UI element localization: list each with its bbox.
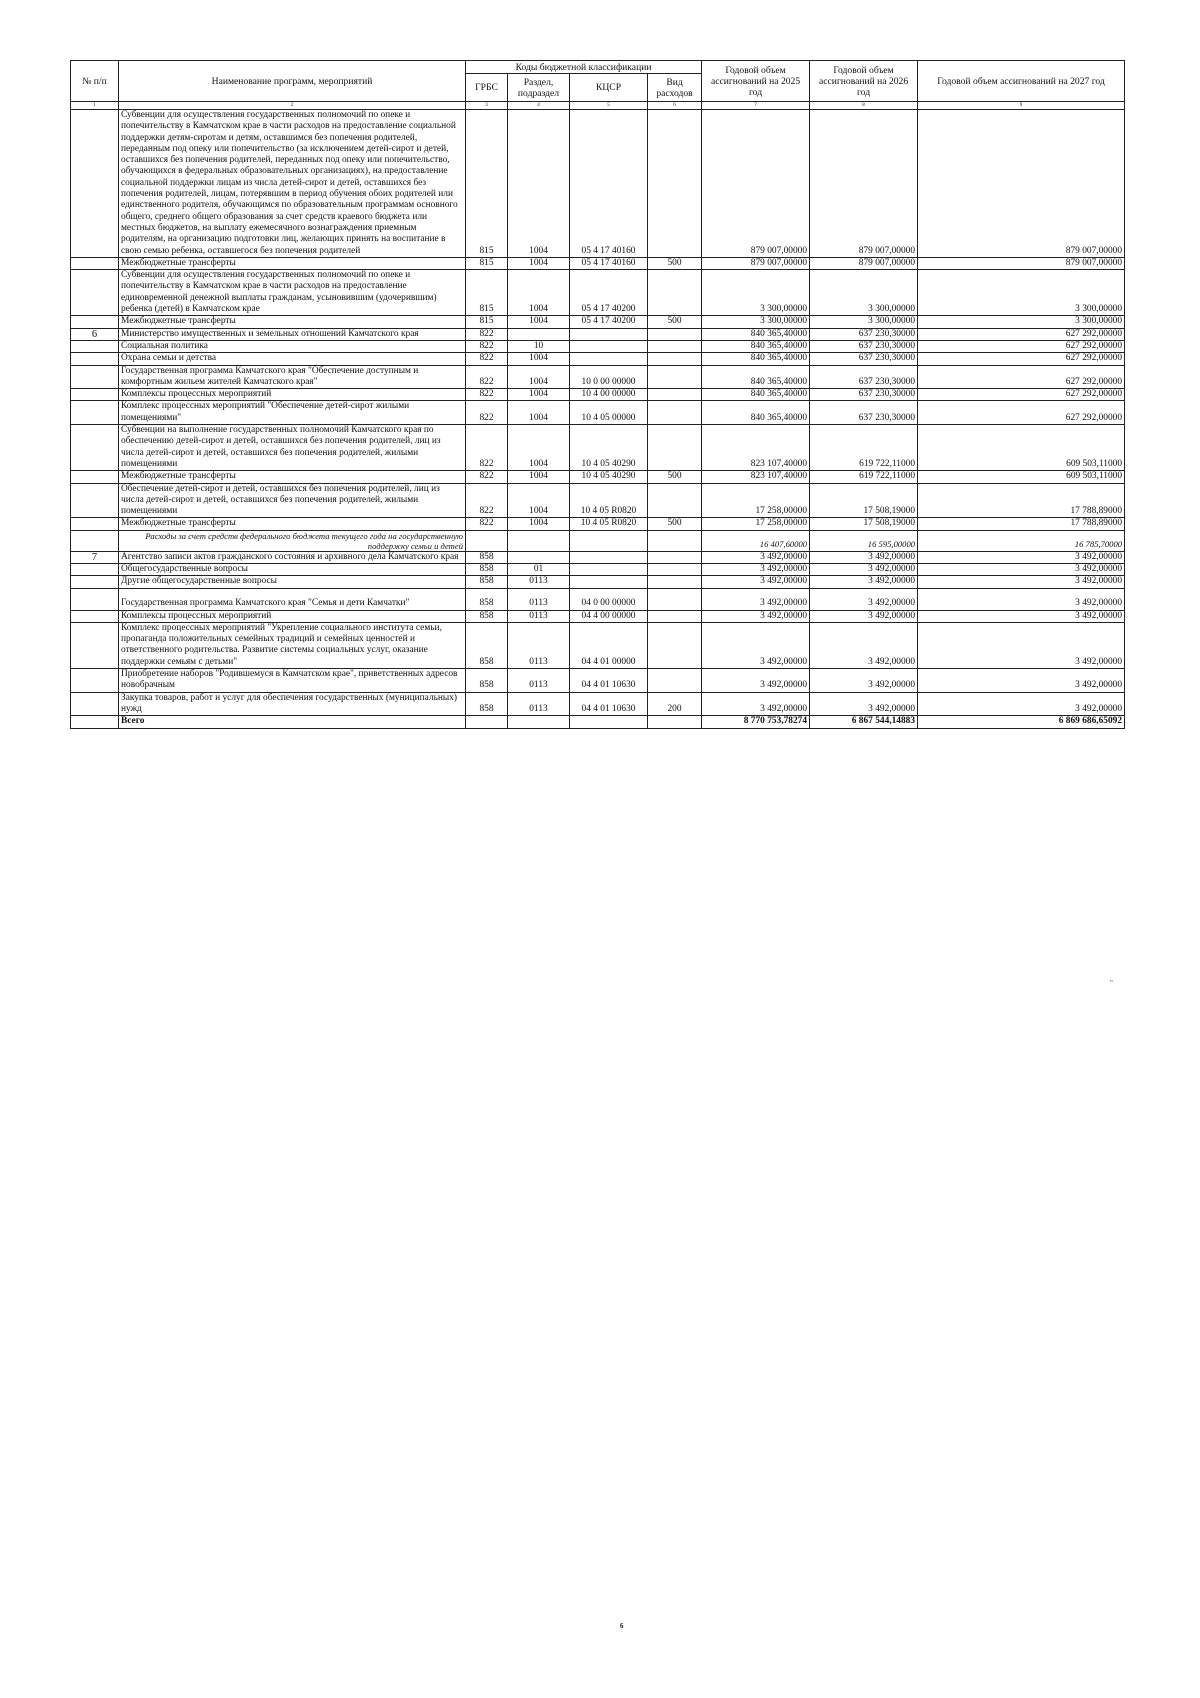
row-amount-2027: 3 492,00000 (918, 588, 1125, 610)
row-amount-2027: 879 007,00000 (918, 110, 1125, 258)
row-vid-rashodov (648, 401, 702, 425)
row-vid-rashodov (648, 622, 702, 668)
column-number: 1 (71, 102, 119, 110)
row-razdel: 1004 (508, 270, 570, 316)
row-amount-2025: 879 007,00000 (702, 257, 810, 269)
table-row (71, 257, 1125, 269)
row-number (71, 270, 119, 316)
table-row (71, 588, 1125, 610)
row-vid-rashodov (648, 340, 702, 352)
row-name: Межбюджетные трансферты (119, 518, 466, 530)
table-row (71, 389, 1125, 401)
row-kcsr: 04 4 01 10630 (570, 669, 648, 693)
row-amount-2025: 840 365,40000 (702, 401, 810, 425)
row-kcsr: 05 4 17 40160 (570, 110, 648, 258)
row-vid-rashodov (648, 551, 702, 563)
row-number (71, 669, 119, 693)
row-grbs: 822 (466, 340, 508, 352)
row-vid-rashodov (648, 716, 702, 728)
row-amount-2025: 3 492,00000 (702, 563, 810, 575)
table-row (71, 518, 1125, 530)
row-name: Комплексы процессных мероприятий (119, 610, 466, 622)
row-grbs: 858 (466, 551, 508, 563)
table-row (71, 353, 1125, 365)
row-kcsr: 10 4 05 00000 (570, 401, 648, 425)
row-vid-rashodov (648, 425, 702, 471)
row-grbs: 858 (466, 692, 508, 716)
row-grbs: 822 (466, 471, 508, 483)
row-amount-2025: 3 492,00000 (702, 576, 810, 588)
row-name: Государственная программа Камчатского края "Семья и дети Камчатки" (119, 588, 466, 610)
row-amount-2027: 627 292,00000 (918, 328, 1125, 340)
row-vid-rashodov (648, 530, 702, 551)
row-number (71, 692, 119, 716)
row-razdel: 01 (508, 563, 570, 575)
table-row (71, 401, 1125, 425)
row-kcsr: 10 0 00 00000 (570, 365, 648, 389)
header-grbs: ГРБС (466, 74, 508, 102)
table-row (71, 483, 1125, 518)
row-amount-2026: 637 230,30000 (810, 401, 918, 425)
row-amount-2025: 840 365,40000 (702, 328, 810, 340)
row-amount-2027: 6 869 686,65092 (918, 716, 1125, 728)
row-name: Приобретение наборов "Родившемуся в Камчатском крае", приветственных адресов новобрачным (119, 669, 466, 693)
row-number: 6 (71, 328, 119, 340)
row-kcsr (570, 353, 648, 365)
row-name: Комплекс процессных мероприятий "Укрепление социального института семьи, пропаганда положительных семейных традиций и семейных ценностей и ответственного родительства. Развитие системы социальных услуг, оказание поддержки семьям с детьми" (119, 622, 466, 668)
row-vid-rashodov (648, 365, 702, 389)
row-name: Межбюджетные трансферты (119, 316, 466, 328)
row-name: Обеспечение детей-сирот и детей, оставшихся без попечения родителей, лиц из числа детей-сирот и детей, оставшихся без попечения родителей, жилыми помещениями (119, 483, 466, 518)
column-number: 3 (466, 102, 508, 110)
row-number (71, 563, 119, 575)
row-name: Субвенции для осуществления государственных полномочий по опеке и попечительству в Камчатском крае в части расходов на предоставление социальной поддержки детям-сиротам и детям, оставшимся без попечения родителей, переданным под опеку или попечительство (за исключением детей-сирот и детей, оставшихся без попечения родителей, переданных под опеку или попечительство, обучающихся в федеральных образовательных организациях), на предоставление социальной поддержки лицам из числа детей-сирот и детей, оставшихся без попечения родителей, лицам, потерявшим в период обучения обоих родителей или единственного родителя, обучающимся по образовательным программам основного общего, среднего общего образования за счет средств краевого бюджета или местных бюджетов, на выплату ежемесячного вознаграждения приемным родителям, на организацию подготовки лиц, желающих принять на воспитание в свою семью ребенка, оставшегося без попечения родителей (119, 110, 466, 258)
row-razdel: 1004 (508, 401, 570, 425)
row-amount-2026: 17 508,19000 (810, 518, 918, 530)
row-amount-2025: 3 492,00000 (702, 610, 810, 622)
row-kcsr: 04 4 00 00000 (570, 610, 648, 622)
row-number: 7 (71, 551, 119, 563)
column-number: 5 (570, 102, 648, 110)
row-amount-2027: 17 788,89000 (918, 483, 1125, 518)
row-number (71, 576, 119, 588)
row-razdel: 1004 (508, 483, 570, 518)
row-amount-2026: 3 492,00000 (810, 551, 918, 563)
row-amount-2027: 627 292,00000 (918, 353, 1125, 365)
row-number (71, 471, 119, 483)
row-name: Закупка товаров, работ и услуг для обеспечения государственных (муниципальных) нужд (119, 692, 466, 716)
header-year-2027: Годовой объем ассигнований на 2027 год (918, 61, 1125, 102)
row-amount-2025: 3 300,00000 (702, 270, 810, 316)
row-amount-2027: 3 492,00000 (918, 576, 1125, 588)
row-amount-2025: 879 007,00000 (702, 110, 810, 258)
row-vid-rashodov (648, 669, 702, 693)
row-vid-rashodov (648, 483, 702, 518)
row-vid-rashodov (648, 563, 702, 575)
row-amount-2027: 609 503,11000 (918, 471, 1125, 483)
row-amount-2027: 3 492,00000 (918, 622, 1125, 668)
row-name: Охрана семьи и детства (119, 353, 466, 365)
row-vid-rashodov: 500 (648, 518, 702, 530)
row-grbs: 822 (466, 425, 508, 471)
row-kcsr (570, 530, 648, 551)
row-vid-rashodov (648, 588, 702, 610)
row-vid-rashodov: 200 (648, 692, 702, 716)
row-number (71, 716, 119, 728)
row-number (71, 257, 119, 269)
row-grbs (466, 716, 508, 728)
row-vid-rashodov: 500 (648, 257, 702, 269)
row-amount-2027: 3 492,00000 (918, 610, 1125, 622)
row-amount-2026: 3 492,00000 (810, 622, 918, 668)
row-grbs: 815 (466, 110, 508, 258)
row-amount-2026: 637 230,30000 (810, 365, 918, 389)
row-vid-rashodov (648, 389, 702, 401)
row-kcsr: 10 4 00 00000 (570, 389, 648, 401)
row-number (71, 316, 119, 328)
row-razdel: 0113 (508, 669, 570, 693)
table-row (71, 365, 1125, 389)
row-amount-2026: 3 492,00000 (810, 669, 918, 693)
row-amount-2025: 3 492,00000 (702, 669, 810, 693)
row-grbs: 822 (466, 518, 508, 530)
row-amount-2027: 3 300,00000 (918, 270, 1125, 316)
row-amount-2025: 3 492,00000 (702, 588, 810, 610)
row-amount-2027: 17 788,89000 (918, 518, 1125, 530)
row-number (71, 365, 119, 389)
row-name: Государственная программа Камчатского края "Обеспечение доступным и комфортным жильем жителей Камчатского края" (119, 365, 466, 389)
row-number (71, 353, 119, 365)
row-kcsr: 10 4 05 40290 (570, 471, 648, 483)
row-amount-2027: 16 785,70000 (918, 530, 1125, 551)
row-razdel: 1004 (508, 365, 570, 389)
row-amount-2027: 3 492,00000 (918, 563, 1125, 575)
column-number: 7 (702, 102, 810, 110)
row-amount-2025: 3 492,00000 (702, 551, 810, 563)
row-kcsr: 04 0 00 00000 (570, 588, 648, 610)
row-grbs: 822 (466, 328, 508, 340)
table-row (71, 316, 1125, 328)
row-grbs: 858 (466, 610, 508, 622)
row-amount-2025: 8 770 753,78274 (702, 716, 810, 728)
row-number (71, 483, 119, 518)
row-amount-2025: 823 107,40000 (702, 471, 810, 483)
row-number (71, 518, 119, 530)
row-name: Субвенции на выполнение государственных полномочий Камчатского края по обеспечению детей-сирот и детей, оставшихся без попечения родителей, лиц из числа детей-сирот и детей, оставшихся без попечения родителей, жилыми помещениями (119, 425, 466, 471)
row-number (71, 610, 119, 622)
row-amount-2026: 3 300,00000 (810, 316, 918, 328)
row-name: Министерство имущественных и земельных отношений Камчатского края (119, 328, 466, 340)
row-vid-rashodov (648, 110, 702, 258)
row-vid-rashodov: 500 (648, 316, 702, 328)
row-name: Всего (119, 716, 466, 728)
row-amount-2027: 609 503,11000 (918, 425, 1125, 471)
row-grbs: 858 (466, 576, 508, 588)
row-amount-2026: 3 492,00000 (810, 692, 918, 716)
row-amount-2025: 17 258,00000 (702, 518, 810, 530)
header-kcsr: КЦСР (570, 74, 648, 102)
column-numbers-row (71, 102, 1125, 110)
row-amount-2027: 3 492,00000 (918, 692, 1125, 716)
row-amount-2026: 3 492,00000 (810, 563, 918, 575)
row-kcsr: 05 4 17 40160 (570, 257, 648, 269)
row-name: Другие общегосударственные вопросы (119, 576, 466, 588)
row-razdel: 0113 (508, 588, 570, 610)
header-razdel: Раздел, подраздел (508, 74, 570, 102)
row-razdel: 0113 (508, 576, 570, 588)
header-codes: Коды бюджетной классификации (466, 61, 702, 74)
row-amount-2026: 879 007,00000 (810, 257, 918, 269)
row-amount-2026: 637 230,30000 (810, 353, 918, 365)
column-number: 9 (918, 102, 1125, 110)
row-amount-2025: 840 365,40000 (702, 340, 810, 352)
row-amount-2027: 3 492,00000 (918, 669, 1125, 693)
row-razdel: 1004 (508, 257, 570, 269)
row-razdel: 1004 (508, 425, 570, 471)
table-row (71, 270, 1125, 316)
row-razdel: 10 (508, 340, 570, 352)
table-row (71, 669, 1125, 693)
row-amount-2026: 17 508,19000 (810, 483, 918, 518)
row-amount-2025: 16 407,60000 (702, 530, 810, 551)
table-row (71, 110, 1125, 258)
table-row (71, 551, 1125, 563)
header-vid: Вид расходов (648, 74, 702, 102)
page-number: 6 (620, 1622, 624, 1630)
row-razdel: 1004 (508, 471, 570, 483)
row-razdel: 1004 (508, 518, 570, 530)
row-amount-2025: 840 365,40000 (702, 365, 810, 389)
row-kcsr (570, 340, 648, 352)
header-year-2026: Годовой объем ассигнований на 2026 год (810, 61, 918, 102)
row-grbs (466, 530, 508, 551)
row-name: Комплексы процессных мероприятий (119, 389, 466, 401)
column-number: 2 (119, 102, 466, 110)
row-grbs: 822 (466, 353, 508, 365)
row-amount-2026: 16 595,00000 (810, 530, 918, 551)
row-amount-2025: 823 107,40000 (702, 425, 810, 471)
row-amount-2026: 619 722,11000 (810, 425, 918, 471)
table-row (71, 692, 1125, 716)
row-grbs: 858 (466, 563, 508, 575)
header-num: № п/п (71, 61, 119, 102)
row-grbs: 815 (466, 257, 508, 269)
row-razdel: 0113 (508, 692, 570, 716)
row-kcsr: 10 4 05 40290 (570, 425, 648, 471)
row-amount-2025: 3 492,00000 (702, 692, 810, 716)
table-row (71, 471, 1125, 483)
row-razdel: 0113 (508, 610, 570, 622)
row-name: Комплекс процессных мероприятий "Обеспечение детей-сирот жилыми помещениями" (119, 401, 466, 425)
row-name: Межбюджетные трансферты (119, 471, 466, 483)
row-kcsr: 05 4 17 40200 (570, 316, 648, 328)
table-row (71, 576, 1125, 588)
row-razdel: 1004 (508, 110, 570, 258)
row-kcsr: 04 4 01 00000 (570, 622, 648, 668)
row-amount-2025: 3 300,00000 (702, 316, 810, 328)
row-amount-2026: 6 867 544,14883 (810, 716, 918, 728)
row-number (71, 110, 119, 258)
row-amount-2026: 637 230,30000 (810, 328, 918, 340)
row-grbs: 822 (466, 389, 508, 401)
row-name: Общегосударственные вопросы (119, 563, 466, 575)
table-row (71, 563, 1125, 575)
row-grbs: 815 (466, 316, 508, 328)
table-row (71, 622, 1125, 668)
row-kcsr: 10 4 05 R0820 (570, 483, 648, 518)
row-amount-2026: 3 492,00000 (810, 610, 918, 622)
row-kcsr (570, 563, 648, 575)
row-vid-rashodov (648, 328, 702, 340)
row-amount-2025: 3 492,00000 (702, 622, 810, 668)
row-amount-2027: 627 292,00000 (918, 365, 1125, 389)
row-amount-2025: 17 258,00000 (702, 483, 810, 518)
row-razdel: 1004 (508, 389, 570, 401)
row-grbs: 858 (466, 669, 508, 693)
row-number (71, 425, 119, 471)
row-amount-2026: 3 492,00000 (810, 576, 918, 588)
column-number: 6 (648, 102, 702, 110)
row-amount-2027: 879 007,00000 (918, 257, 1125, 269)
row-amount-2026: 637 230,30000 (810, 340, 918, 352)
row-amount-2027: 627 292,00000 (918, 401, 1125, 425)
table-row (71, 530, 1125, 551)
row-grbs: 822 (466, 483, 508, 518)
row-number (71, 588, 119, 610)
budget-table (70, 60, 1125, 729)
row-vid-rashodov (648, 353, 702, 365)
table-row (71, 328, 1125, 340)
row-grbs: 858 (466, 622, 508, 668)
row-kcsr: 05 4 17 40200 (570, 270, 648, 316)
row-name: Агентство записи актов гражданского состояния и архивного дела Камчатского края (119, 551, 466, 563)
row-amount-2025: 840 365,40000 (702, 389, 810, 401)
row-vid-rashodov (648, 270, 702, 316)
column-number: 4 (508, 102, 570, 110)
row-grbs: 822 (466, 401, 508, 425)
column-number: 8 (810, 102, 918, 110)
row-amount-2027: 627 292,00000 (918, 340, 1125, 352)
budget-document (70, 60, 1124, 729)
table-row (71, 425, 1125, 471)
row-number (71, 622, 119, 668)
row-razdel: 0113 (508, 622, 570, 668)
row-name: Социальная политика (119, 340, 466, 352)
row-amount-2027: 627 292,00000 (918, 389, 1125, 401)
row-vid-rashodov: 500 (648, 471, 702, 483)
row-razdel (508, 328, 570, 340)
row-kcsr (570, 551, 648, 563)
row-amount-2026: 3 492,00000 (810, 588, 918, 610)
row-kcsr (570, 576, 648, 588)
row-amount-2026: 619 722,11000 (810, 471, 918, 483)
row-number (71, 530, 119, 551)
row-grbs: 815 (466, 270, 508, 316)
row-razdel (508, 716, 570, 728)
table-row (71, 340, 1125, 352)
row-razdel: 1004 (508, 353, 570, 365)
row-grbs: 822 (466, 365, 508, 389)
row-number (71, 401, 119, 425)
row-name: Субвенции для осуществления государственных полномочий по опеке и попечительству в Камчатском крае в части расходов на предоставление единовременной денежной выплаты гражданам, усыновившим (удочерившим) ребенка (детей) в Камчатском крае (119, 270, 466, 316)
row-name: Расходы за счет средств федерального бюджета текущего года на государственную поддержку семьи и детей (119, 530, 466, 551)
total-row (71, 716, 1125, 728)
table-row (71, 610, 1125, 622)
row-amount-2026: 3 300,00000 (810, 270, 918, 316)
header-name: Наименование программ, мероприятий (119, 61, 466, 102)
row-number (71, 389, 119, 401)
row-kcsr: 04 4 01 10630 (570, 692, 648, 716)
row-kcsr (570, 716, 648, 728)
row-vid-rashodov (648, 610, 702, 622)
row-amount-2027: 3 300,00000 (918, 316, 1125, 328)
row-amount-2027: 3 492,00000 (918, 551, 1125, 563)
row-vid-rashodov (648, 576, 702, 588)
header-year-2025: Годовой объем ассигнований на 2025 год (702, 61, 810, 102)
row-kcsr (570, 328, 648, 340)
row-razdel (508, 551, 570, 563)
row-name: Межбюджетные трансферты (119, 257, 466, 269)
row-amount-2025: 840 365,40000 (702, 353, 810, 365)
row-kcsr: 10 4 05 R0820 (570, 518, 648, 530)
row-razdel: 1004 (508, 316, 570, 328)
row-amount-2026: 879 007,00000 (810, 110, 918, 258)
row-amount-2026: 637 230,30000 (810, 389, 918, 401)
row-grbs: 858 (466, 588, 508, 610)
row-razdel (508, 530, 570, 551)
closing-quote-mark: " (1110, 979, 1113, 987)
row-number (71, 340, 119, 352)
